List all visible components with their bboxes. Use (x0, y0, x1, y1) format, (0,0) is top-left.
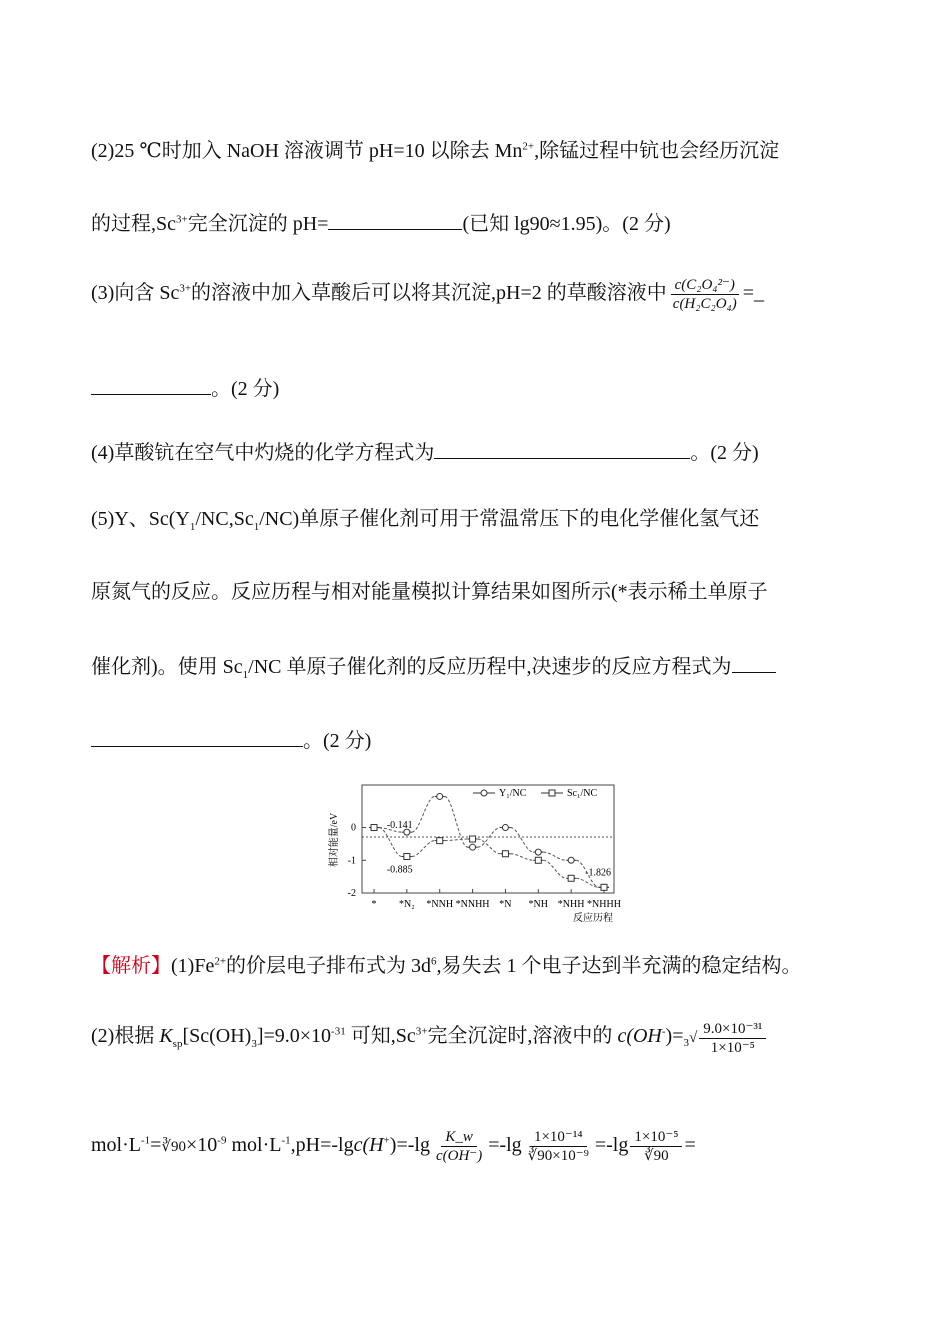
root-index: 3 (683, 1036, 689, 1049)
connector-line (379, 828, 402, 857)
superscript: 2+ (522, 140, 535, 153)
q2-text: 的过程,Sc (91, 213, 176, 235)
data-point (568, 857, 574, 863)
analysis-text: 的价层电子排布式为 3d (226, 955, 432, 977)
legend-marker (481, 790, 487, 796)
analysis-text: mol·L (226, 1134, 282, 1157)
q5-text: 催化剂)。使用 Sc (91, 656, 243, 678)
answer-blank[interactable] (732, 654, 776, 673)
x-tick-label: *N (499, 899, 512, 910)
analysis-text: =-lg (594, 1134, 629, 1157)
subscript: 1 (253, 521, 260, 533)
analysis-line3 (91, 1128, 696, 1165)
q4-text: 。(2 分) (690, 442, 759, 464)
x-tick-label: * (371, 899, 377, 910)
superscript: -1 (281, 1134, 291, 1147)
q5-text: 原氮气的反应。反应历程与相对能量模拟计算结果如图所示(*表示稀土单原子 (91, 581, 768, 603)
y-tick-label: -2 (347, 888, 356, 899)
fraction-denominator: c(H₂C₂O₄) (672, 296, 737, 312)
x-tick-label: *NHH (557, 899, 585, 910)
legend-label: Sc₁/NC (567, 788, 598, 799)
answer-blank[interactable] (91, 376, 211, 395)
answer-blank[interactable] (328, 211, 462, 230)
q3-text: 。(2 分) (211, 378, 280, 400)
x-tick-label: *NNH (426, 899, 454, 910)
analysis-text: ]=9.0×10 (256, 1024, 332, 1047)
data-point (437, 793, 443, 799)
analysis-text: c(OH (617, 1024, 662, 1047)
q3-line2 (91, 374, 279, 404)
connector-line (412, 796, 435, 832)
superscript: 3+ (415, 1025, 428, 1038)
subscript: 1 (189, 521, 196, 533)
y-tick-label: 0 (351, 822, 356, 834)
legend-marker (549, 790, 555, 796)
analysis-text: = (150, 1134, 162, 1157)
data-point (535, 849, 541, 855)
plot-frame (362, 785, 614, 893)
q5-text: /NC 单原子催化剂的反应历程中,决速步的反应方程式为 (248, 656, 732, 678)
subscript: sp (172, 1037, 183, 1050)
fraction-numerator: c(C₂O₄²⁻) (671, 276, 739, 295)
q3-text: (3)向含 Sc (91, 282, 180, 305)
q3-text: =_ (742, 282, 765, 305)
x-tick-label: *N₂ (398, 899, 415, 910)
subscript: 3 (251, 1037, 257, 1050)
analysis-text: [Sc(OH) (182, 1024, 252, 1047)
analysis-text: 完全沉淀时,溶液中的 (427, 1024, 618, 1047)
data-point (371, 825, 377, 831)
analysis-text: )= (665, 1024, 684, 1047)
data-point (502, 851, 508, 857)
connector-line (478, 828, 501, 848)
fraction-denominator: ∛90 (644, 1148, 669, 1164)
q5-line1 (91, 504, 759, 534)
q4-text: (4)草酸钪在空气中灼烧的化学方程式为 (91, 442, 435, 464)
q4-line (91, 438, 759, 468)
data-point (470, 836, 476, 842)
analysis-text: )=-lg (389, 1134, 430, 1157)
kw-fraction (432, 1128, 486, 1165)
q2-text: (2)25 ℃时加入 NaOH 溶液调节 pH=10 以除去 Mn (91, 140, 523, 162)
analysis-text: c(H (353, 1134, 384, 1157)
superscript: -31 (331, 1025, 346, 1038)
q2-text: ,除锰过程中钪也会经历沉淀 (534, 140, 780, 162)
root-fraction (699, 1020, 766, 1057)
analysis-tag: 【解析】 (91, 955, 171, 977)
data-point (535, 857, 541, 863)
connector-line (412, 841, 435, 857)
connector-line (445, 839, 468, 841)
subscript: 1 (242, 669, 249, 681)
cube-root-90: ∛90 (161, 1139, 187, 1156)
q5-line4 (91, 726, 371, 756)
superscript: 6 (431, 955, 437, 968)
fraction-numerator: 1×10⁻¹⁴ (530, 1128, 587, 1147)
q2-line2 (91, 209, 671, 239)
q3-text: 的溶液中加入草酸后可以将其沉淀,pH=2 的草酸溶液中 (191, 282, 667, 305)
q2-text: (已知 lg90≈1.95)。(2 分) (462, 213, 671, 235)
q5-text: (5)Y、Sc(Y (91, 508, 190, 530)
analysis-line1 (91, 951, 802, 981)
cube-root-expression: $_3$√ $\frac{\text{9.0×10⁻³¹}}{\text{1×10⁻⁵}}$ (684, 1030, 769, 1046)
q5-text: /NC,Sc (195, 508, 254, 530)
superscript: -1 (141, 1134, 151, 1147)
answer-blank[interactable] (434, 440, 690, 459)
analysis-text: (1)Fe (171, 955, 215, 977)
data-point (470, 844, 476, 850)
y-axis-label: 相对能量/eV (329, 812, 340, 868)
superscript: 3+ (179, 282, 192, 295)
q2-line1 (91, 136, 779, 166)
superscript: + (383, 1134, 390, 1147)
x-tick-label: *NNHH (455, 899, 490, 910)
data-point (404, 854, 410, 860)
q5-text: /NC)单原子催化剂可用于常温常压下的电化学催化氢气还 (259, 508, 760, 530)
analysis-text: (2)根据 (91, 1024, 160, 1047)
superscript: 2+ (214, 955, 227, 968)
ion-product-fraction (524, 1128, 593, 1165)
fraction-denominator: 1×10⁻⁵ (710, 1040, 755, 1056)
fraction-numerator: 1×10⁻⁵ (630, 1128, 682, 1147)
connector-line (543, 860, 566, 878)
y-tick-label: -1 (347, 855, 356, 867)
q5-line3 (91, 652, 776, 682)
x-tick-label: *NH (528, 899, 549, 910)
analysis-text: = (684, 1134, 696, 1157)
analysis-text: 可知,Sc (345, 1024, 416, 1047)
answer-blank[interactable] (91, 728, 303, 747)
q2-text: 完全沉淀的 pH= (187, 213, 329, 235)
analysis-text: K (159, 1024, 173, 1047)
analysis-text: mol·L (91, 1134, 141, 1157)
fraction-denominator: c(OH⁻) (435, 1148, 483, 1164)
analysis-text: ×10 (186, 1134, 218, 1157)
superscript: -9 (217, 1134, 227, 1147)
q5-line2 (91, 577, 768, 607)
connector-line (478, 839, 501, 854)
analysis-text: =-lg (488, 1134, 522, 1157)
energy-annotation: -0.885 (386, 864, 413, 876)
analysis-line2 (91, 1020, 768, 1057)
analysis-text: ,易失去 1 个电子达到半充满的稳定结构。 (436, 955, 802, 977)
energy-profile-chart (325, 778, 625, 926)
superscript: - (661, 1025, 666, 1038)
fraction-numerator: 9.0×10⁻³¹ (699, 1020, 766, 1039)
data-point (437, 838, 443, 844)
analysis-text: ,pH=-lg (290, 1134, 354, 1157)
data-point (502, 825, 508, 831)
fraction-numerator: K_w (441, 1128, 477, 1147)
q5-text: 。(2 分) (303, 730, 372, 752)
oxalate-ratio-fraction (669, 276, 741, 313)
connector-line (510, 828, 533, 853)
energy-annotation: -1.826 (585, 867, 611, 879)
x-axis-label: 反应历程 (573, 913, 613, 924)
data-point (601, 884, 607, 890)
data-point (568, 875, 574, 881)
q3-line1 (91, 276, 764, 313)
fraction-denominator: ∛90×10⁻⁹ (527, 1148, 589, 1164)
superscript: 3+ (176, 213, 188, 226)
connector-line (510, 854, 533, 861)
connector-line (543, 852, 566, 860)
energy-annotation: -0.141 (386, 820, 413, 832)
simplified-fraction (630, 1128, 682, 1165)
legend-label: Y₁/NC (499, 788, 527, 799)
x-tick-label: *NHHH (587, 899, 621, 910)
